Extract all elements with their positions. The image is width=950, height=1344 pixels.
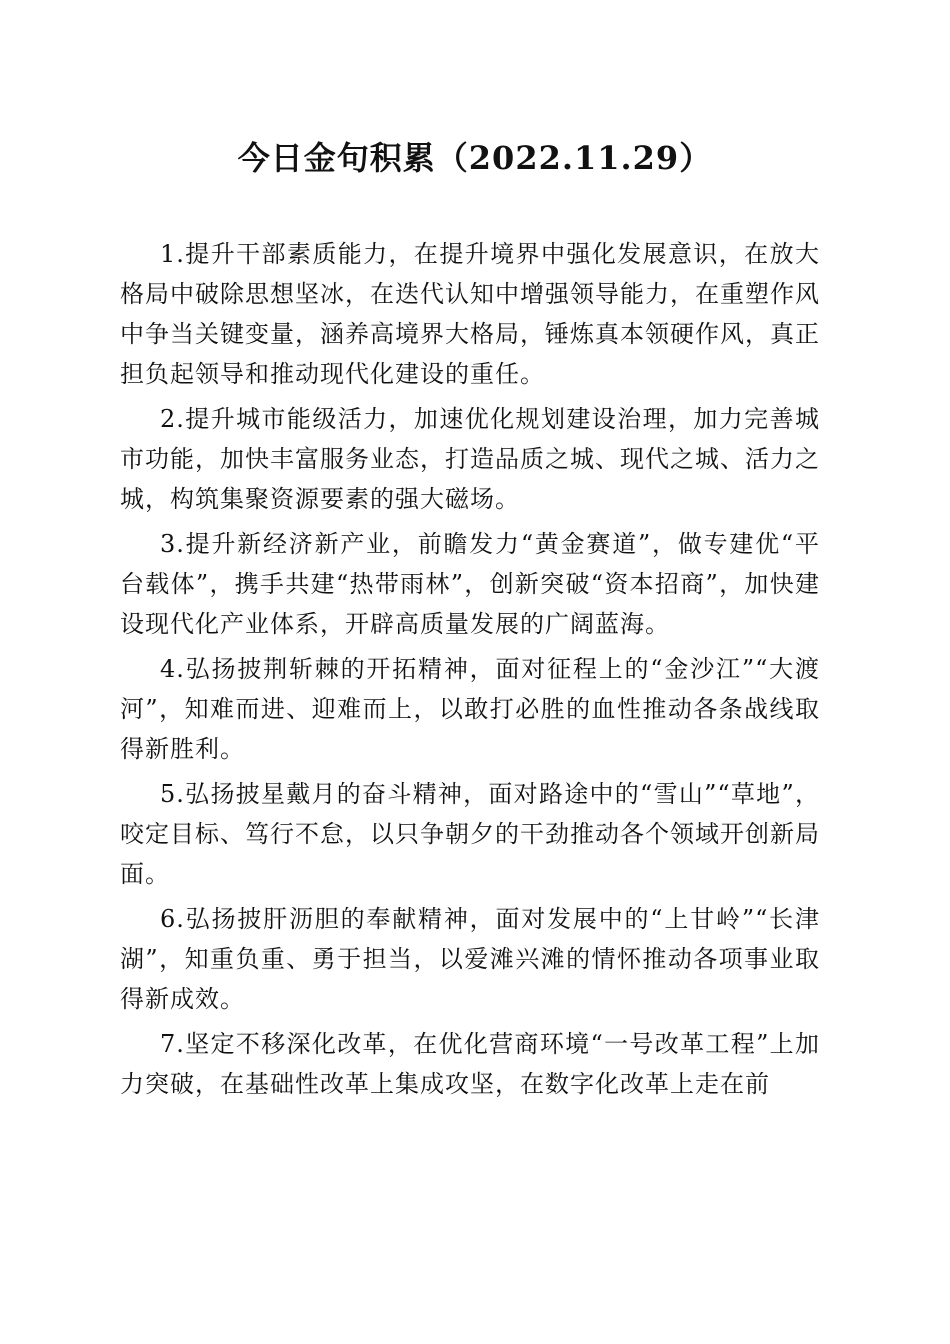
paragraph-1: 1.提升干部素质能力，在提升境界中强化发展意识，在放大格局中破除思想坚冰，在迭代认知中增强领导能力，在重塑作风中争当关键变量，涵养高境界大格局，锤炼真本领硬作风，真正担负起领导和推动现代化建设的重任。	[120, 240, 820, 388]
paragraph-7: 7.坚定不移深化改革，在优化营商环境“一号改革工程”上加力突破，在基础性改革上集成攻坚，在数字化改革上走在前	[120, 1030, 820, 1098]
paragraph-3: 3.提升新经济新产业，前瞻发力“黄金赛道”，做专建优“平台载体”，携手共建“热带雨林”，创新突破“资本招商”，加快建设现代化产业体系，开辟高质量发展的广阔蓝海。	[120, 530, 820, 638]
document-title: 今日金句积累（2022.11.29）	[237, 139, 713, 177]
paragraph-5: 5.弘扬披星戴月的奋斗精神，面对路途中的“雪山”“草地”，咬定目标、笃行不怠，以只争朝夕的干劲推动各个领域开创新局面。	[120, 780, 820, 888]
paragraph-6: 6.弘扬披肝沥胆的奉献精神，面对发展中的“上甘岭”“长津湖”，知重负重、勇于担当，以爱滩兴滩的情怀推动各项事业取得新成效。	[120, 905, 820, 1013]
document-body	[120, 234, 820, 1109]
paragraph-4: 4.弘扬披荆斩棘的开拓精神，面对征程上的“金沙江”“大渡河”，知难而进、迎难而上，以敢打必胜的血性推动各条战线取得新胜利。	[120, 655, 820, 763]
paragraph-2: 2.提升城市能级活力，加速优化规划建设治理，加力完善城市功能，加快丰富服务业态，打造品质之城、现代之城、活力之城，构筑集聚资源要素的强大磁场。	[120, 405, 820, 513]
